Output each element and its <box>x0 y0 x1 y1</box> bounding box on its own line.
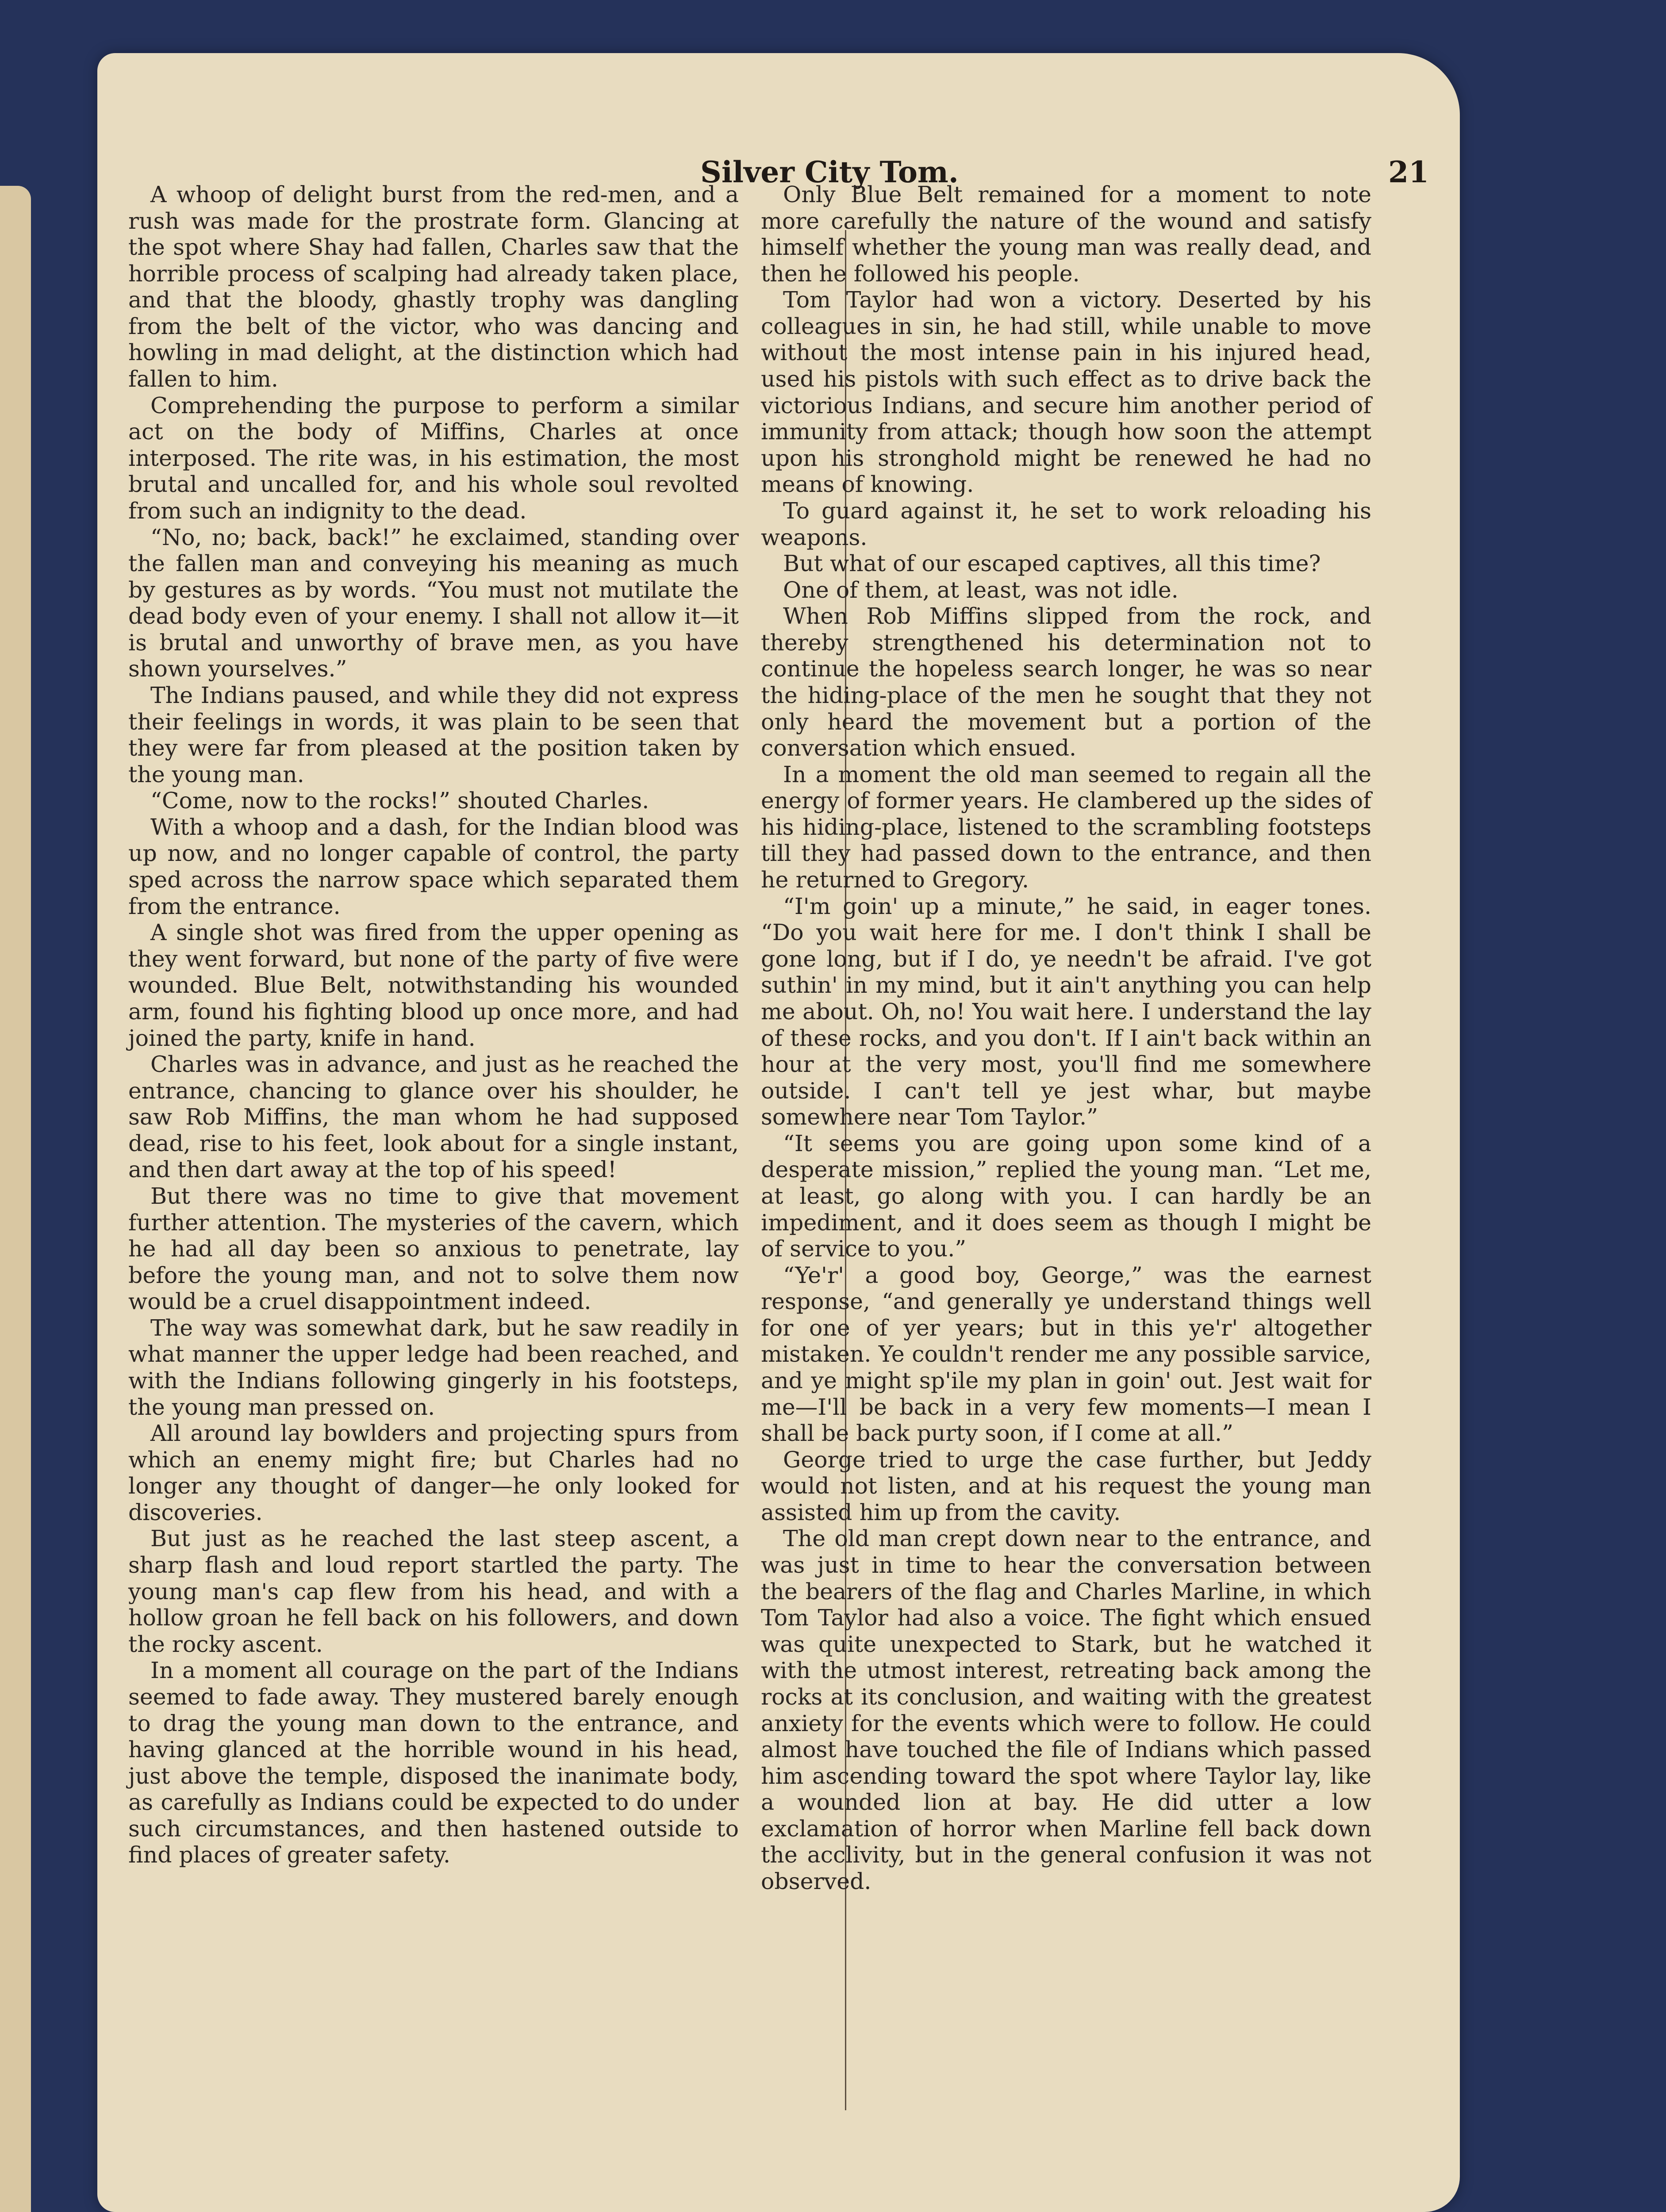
paragraph: But just as he reached the last steep ascent, a sharp flash and loud report startled the party. The young man's cap flew from his head, and with a hollow groan he fell back on his followers, and down the rocky ascent. <box>128 1525 739 1657</box>
paragraph: A single shot was fired from the upper opening as they went forward, but none of the party of five were wounded. Blue Belt, notwithstanding his wounded arm, found his fighting blood up once more, and had joined the party, knife in hand. <box>128 919 739 1051</box>
running-title: Silver City Tom. <box>700 155 959 189</box>
paragraph: All around lay bowlders and projecting spurs from which an enemy might fire; but Charles had no longer any thought of danger—he only looked for discoveries. <box>128 1420 739 1525</box>
page-number: 21 <box>1388 155 1429 189</box>
left-column <box>128 181 739 1868</box>
paragraph: To guard against it, he set to work reloading his weapons. <box>761 497 1371 550</box>
paragraph: “It seems you are going upon some kind of a desperate mission,” replied the young man. “Let me, at least, go along with you. I can hardly be an impediment, and it does seem as though I might be of service to you.” <box>761 1130 1371 1262</box>
right-column <box>761 181 1371 1895</box>
paragraph: “Come, now to the rocks!” shouted Charles. <box>150 787 649 814</box>
paragraph: But what of our escaped captives, all this time? <box>783 550 1321 577</box>
paragraph: But there was no time to give that movement further attention. The mysteries of the cavern, which he had all day been so anxious to penetrate, lay before the young man, and not to solve them now would be a cruel disappointment indeed. <box>128 1183 739 1315</box>
paragraph: When Rob Miffins slipped from the rock, and thereby strengthened his determination not to continue the hopeless search longer, he was so near the hiding-place of the men he sought that they not only heard the movement but a portion of the conversation which ensued. <box>761 603 1371 761</box>
paragraph: The Indians paused, and while they did not express their feelings in words, it was plain to be seen that they were far from pleased at the position taken by the young man. <box>128 682 739 787</box>
paragraph: “I'm goin' up a minute,” he said, in eager tones. “Do you wait here for me. I don't think I shall be gone long, but if I do, ye needn't be afraid. I've got suthin' in my mind, but it ain't anything you can help me about. Oh, no! You wait here. I understand the lay of these rocks, and you don't. If I ain't back within an hour at the very most, you'll find me somewhere outside. I can't tell ye jest whar, but maybe somewhere near Tom Taylor.” <box>761 893 1371 1130</box>
paragraph: Charles was in advance, and just as he reached the entrance, chancing to glance over his shoulder, he saw Rob Miffins, the man whom he had supposed dead, rise to his feet, look about for a single instant, and then dart away at the top of his speed! <box>128 1051 739 1183</box>
paragraph: “No, no; back, back!” he exclaimed, standing over the fallen man and conveying his meaning as much by gestures as by words. “You must not mutilate the dead body even of your enemy. I shall not allow it—it is brutal and unworthy of brave men, as you have shown yourselves.” <box>128 524 739 682</box>
paragraph: Tom Taylor had won a victory. Deserted by his colleagues in sin, he had still, while unable to move without the most intense pain in his injured head, used his pistols with such effect as to drive back the victorious Indians, and secure him another period of immunity from attack; though how soon the attempt upon his stronghold might be renewed he had no means of knowing. <box>761 287 1371 498</box>
paragraph: The way was somewhat dark, but he saw readily in what manner the upper ledge had been reached, and with the Indians following gingerly in his footsteps, the young man pressed on. <box>128 1314 739 1420</box>
paragraph: Only Blue Belt remained for a moment to note more carefully the nature of the wound and satisfy himself whether the young man was really dead, and then he followed his people. <box>761 181 1371 287</box>
paragraph: In a moment the old man seemed to regain all the energy of former years. He clambered up the sides of his hiding-place, listened to the scrambling footsteps till they had passed down to the entrance, and then he returned to Gregory. <box>761 761 1371 893</box>
previous-page-edge <box>0 186 31 2212</box>
paragraph: Comprehending the purpose to perform a similar act on the body of Miffins, Charles at once interposed. The rite was, in his estimation, the most brutal and uncalled for, and his whole soul revolted from such an indignity to the dead. <box>128 392 739 524</box>
paragraph: A whoop of delight burst from the red-men, and a rush was made for the prostrate form. Glancing at the spot where Shay had fallen, Charles saw that the horrible process of scalping had already taken place, and that the bloody, ghastly trophy was dangling from the belt of the victor, who was dancing and howling in mad delight, at the distinction which had fallen to him. <box>128 181 739 392</box>
paragraph: “Ye'r' a good boy, George,” was the earnest response, “and generally ye understand things well for one of yer years; but in this ye'r' altogether mistaken. Ye couldn't render me any possible sarvice, and ye might sp'ile my plan in goin' out. Jest wait for me—I'll be back in a very few moments—I mean I shall be back purty soon, if I come at all.” <box>761 1262 1371 1447</box>
paragraph: George tried to urge the case further, but Jeddy would not listen, and at his request the young man assisted him up from the cavity. <box>761 1446 1371 1525</box>
paragraph: With a whoop and a dash, for the Indian blood was up now, and no longer capable of control, the party sped across the narrow space which separated them from the entrance. <box>128 814 739 919</box>
paragraph: The old man crept down near to the entrance, and was just in time to hear the conversation between the bearers of the flag and Charles Marline, in which Tom Taylor had also a voice. The fight which ensued was quite unexpected to Stark, but he watched it with the utmost interest, retreating back among the rocks at its conclusion, and waiting with the greatest anxiety for the events which were to follow. He could almost have touched the file of Indians which passed him ascending toward the spot where Taylor lay, like a wounded lion at bay. He did utter a low exclamation of horror when Marline fell back down the acclivity, but in the general confusion it was not observed. <box>761 1525 1371 1894</box>
paragraph: One of them, at least, was not idle. <box>783 576 1178 603</box>
paragraph: In a moment all courage on the part of the Indians seemed to fade away. They mustered barely enough to drag the young man down to the entrance, and having glanced at the horrible wound in his head, just above the temple, disposed the inanimate body, as carefully as Indians could be expected to do under such circumstances, and then hastened outside to find places of greater safety. <box>128 1657 739 1868</box>
